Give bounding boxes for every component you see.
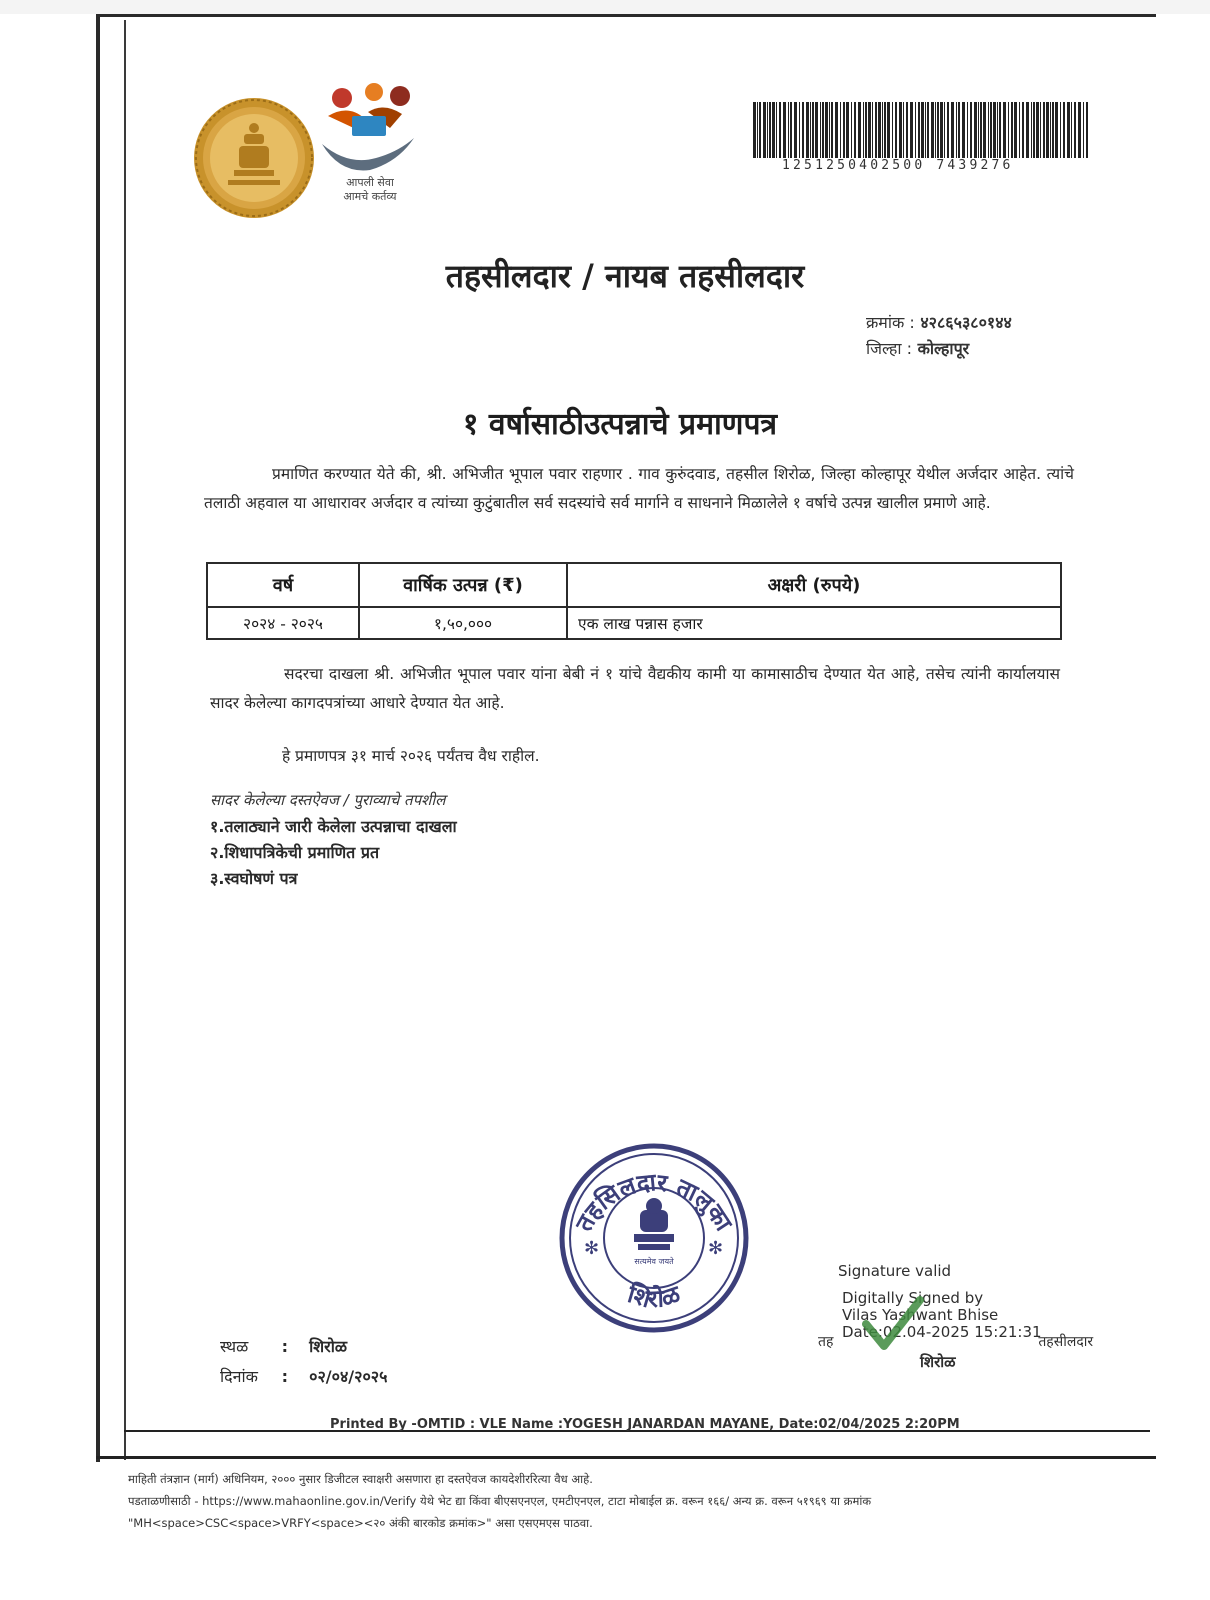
barcode-bar [825,102,828,158]
barcode-bar [1063,102,1065,158]
certificate-meta [866,310,1012,362]
barcode-bar [854,102,856,158]
barcode-bar [1011,102,1013,158]
barcode-bar [1008,102,1009,158]
place-row: स्थळ : शिरोळ [220,1332,387,1362]
barcode-number: 1251250402500 7439276 [782,158,1014,173]
signatory-prefix: तह [818,1334,834,1350]
barcode-bar [829,102,830,158]
barcode-bar [1050,102,1051,158]
barcode-bar [872,102,873,158]
barcode-bar [978,102,979,158]
barcode-bar [802,102,804,158]
barcode-bar [915,102,916,158]
barcode-bar [993,102,996,158]
barcode-bar [772,102,775,158]
barcode-bar [1040,102,1041,158]
svg-text:शिरोळ [624,1279,686,1313]
barcode-bar [910,102,913,158]
footer-line: "MH<space>CSC<space>VRFY<space><२० अंकी बारकोड क्रमांक>" असा एसएमएस पाठवा. [128,1516,593,1530]
barcode-bar [1078,102,1081,158]
barcode-bar [980,102,982,158]
barcode-bar [927,102,929,158]
barcode-bar [1019,102,1020,158]
barcode-bar [988,102,989,158]
stamp-motto: सत्यमेव जयते [634,1257,674,1266]
barcode-bar [820,102,821,158]
barcode-bar [753,102,756,158]
barcode-bar [937,102,939,158]
barcode-bar [790,102,792,158]
barcode-bar [1086,102,1088,158]
barcode-bar [983,102,986,158]
barcode-bar [759,102,761,158]
office-title: तहसीलदार / नायब तहसीलदार [445,257,805,295]
barcode-bar [776,102,777,158]
barcode-bar [799,102,800,158]
frame-border-top [96,14,1156,17]
barcode-bar [1046,102,1049,158]
barcode-bar [1067,102,1070,158]
barcode-bar [868,102,871,158]
list-item: १.तलाठ्याने जारी केलेला उत्पन्नाचा दाखला [210,817,457,836]
barcode-bar [822,102,824,158]
barcode-bar [940,102,943,158]
barcode-bar [863,102,864,158]
date-row: दिनांक : ०२/०४/२०२५ [220,1362,387,1392]
barcode-bar [947,102,949,158]
barcode-bar [1052,102,1054,158]
income-cell: १,५०,००० [359,607,567,639]
barcode-bar [815,102,818,158]
year-cell: २०२४ - २०२५ [207,607,359,639]
list-item: ३.स्वघोषणं पत्र [210,869,298,888]
caption-line: आमचे कर्तव्य [343,190,397,203]
place-value: शिरोळ [309,1337,348,1356]
page-edge [0,0,1210,14]
col-income-header: वार्षिक उत्पन्न (₹) [359,563,567,607]
place-label: स्थळ [220,1337,249,1356]
signature-line: Vilas Yashwant Bhise [842,1306,999,1324]
barcode-bar [958,102,960,158]
list-item: २.शिधापत्रिकेची प्रमाणित प्रत [210,843,380,862]
barcode-bar [956,102,957,158]
aaple-seva-caption [318,176,422,204]
stamp-bottom-text: शिरोळ [624,1279,684,1314]
documents-list [210,814,457,892]
barcode-bar [990,102,992,158]
barcode-bar [1083,102,1084,158]
signature-line: Date:02.04-2025 15:21:31 [842,1323,1042,1341]
barcode-bar [1036,102,1039,158]
signature-line: Digitally Signed by [842,1289,984,1307]
barcode-bar [1026,102,1029,158]
tahsildar-stamp-icon [556,1140,752,1336]
signatory-place: शिरोळ [920,1353,956,1371]
footer-line: पडताळणीसाठी - https://www.mahaonline.gov.in/Verify येथे भेट द्या किंवा बीएसएनएल, एमटीएनएल, टाटा मोबाईल क्र. वरून १६६/ अन्य क्र. वरून ५१९६९ या क्रमांक [128,1494,872,1508]
barcode-bar [918,102,920,158]
signature-valid-label: Signature valid [838,1262,952,1280]
district-row [866,336,1012,362]
barcode-bar [846,102,849,158]
place-date-block [220,1332,387,1392]
barcode-bar [875,102,877,158]
barcode-bar [878,102,881,158]
barcode-bar [1071,102,1072,158]
barcode-bar [794,102,797,158]
barcode-bar [887,102,890,158]
district-value: कोल्हापूर [917,339,970,358]
district-label: जिल्हा : [866,339,913,358]
barcode-bar [851,102,852,158]
barcode-bar [767,102,768,158]
barcode-bar [999,102,1001,158]
barcode-bar [882,102,883,158]
validity-text: हे प्रमाणपत्र ३१ मार्च २०२६ पर्यंतच वैध राहील. [282,747,540,765]
barcode-bar [788,102,789,158]
barcode-bar [1031,102,1032,158]
barcode-bar [810,102,811,158]
barcode-bar [944,102,945,158]
words-cell: एक लाख पन्नास हजार [567,607,1061,639]
barcode-bar [921,102,924,158]
barcode-bar [974,102,977,158]
barcode-bar [757,102,758,158]
barcode-icon [753,102,1093,160]
serial-value: ४२८६५३८०१४४ [920,313,1012,332]
barcode-bar [831,102,833,158]
barcode-bar [925,102,926,158]
date-label: दिनांक [220,1367,258,1386]
barcode-bar [812,102,814,158]
barcode-bar [769,102,771,158]
income-table [206,562,1062,640]
barcode-bar [967,102,968,158]
barcode-bar [997,102,998,158]
serial-label: क्रमांक : [866,313,915,332]
barcode-bar [906,102,908,158]
svg-text:✻: ✻ [584,1238,600,1259]
barcode-bar [1022,102,1024,158]
frame-border-left [96,14,100,1462]
barcode-bar [783,102,786,158]
barcode-bar [840,102,841,158]
barcode-bar [1055,102,1058,158]
barcode-bar [843,102,845,158]
frame-rule-lower [96,1456,1156,1459]
intro-paragraph: प्रमाणित करण्यात येते की, श्री. अभिजीत भूपाल पवार राहणार . गाव कुरुंदवाड, तहसील शिरोळ, जिल्हा कोल्हापूर येथील अर्जदार आहेत. त्यांचे तलाठी अहवाल या आधारावर अर्जदार व त्यांच्या कुटुंबातील सर्व सदस्यांचे सर्व मार्गाने व साधनाने मिळालेले १ वर्षाचे उत्पन्न खालील प्रमाणे आहे. [204,465,1074,512]
serial-row [866,310,1012,336]
barcode-bar [1060,102,1061,158]
barcode-bar [865,102,867,158]
barcode-bar [835,102,838,158]
barcode-bar [962,102,965,158]
barcode-bar [1014,102,1017,158]
barcode-bar [779,102,781,158]
caption-line: आपली सेवा [346,176,394,189]
barcode-bar [951,102,954,158]
table-row [207,607,1061,639]
verification-footer [128,1468,1188,1534]
date-value: ०२/०४/२०२५ [309,1367,388,1386]
barcode-bar [895,102,897,158]
purpose-paragraph: सदरचा दाखला श्री. अभिजीत भूपाल पवार यांना बेबी नं १ यांचे वैद्यकीय कामी या कामासाठीच देण्यात येत आहे, तसेच त्यांनी कार्यालयास सादर केलेल्या कागदपत्रांच्या आधारे देण्यात येत आहे. [210,665,1060,712]
barcode-bar [1003,102,1006,158]
barcode-bar [931,102,934,158]
stamp-top-text: तहसिलदार तालुका [570,1168,738,1236]
col-year-header: वर्ष [207,563,359,607]
footer-line: माहिती तंत्रज्ञान (मार्ग) अधिनियम, २००० नुसार डिजीटल स्वाक्षरी असणारा हा दस्तऐवज कायदेशीररित्या वैध आहे. [128,1472,593,1486]
documents-heading: सादर केलेल्या दस्तऐवज / पुराव्याचे तपशील [210,791,446,809]
table-header-row [207,563,1061,607]
barcode-bar [1074,102,1076,158]
certificate-title: १ वर्षासाठीउत्पन्नाचे प्रमाणपत्र [462,407,778,442]
barcode-bar [763,102,766,158]
barcode-bar [858,102,861,158]
aaple-seva-logo-icon [318,82,418,174]
barcode-bar [892,102,893,158]
barcode-bar [806,102,809,158]
barcode-bar [884,102,886,158]
barcode-bar [1033,102,1035,158]
signatory-title: तहसीलदार [1038,1334,1094,1350]
svg-text:✻: ✻ [708,1238,724,1259]
frame-inner-line [124,20,126,1460]
barcode-bar [899,102,902,158]
printed-by-line: Printed By -OMTID : VLE Name :YOGESH JANARDAN MAYANE, Date:02/04/2025 2:20PM [330,1417,960,1432]
maharashtra-seal-icon [192,96,316,220]
barcode-bar [970,102,972,158]
barcode-bar [903,102,904,158]
barcode-bar [935,102,936,158]
signatory-office [818,1332,1093,1351]
barcode-bar [1043,102,1045,158]
col-words-header: अक्षरी (रुपये) [567,563,1061,607]
